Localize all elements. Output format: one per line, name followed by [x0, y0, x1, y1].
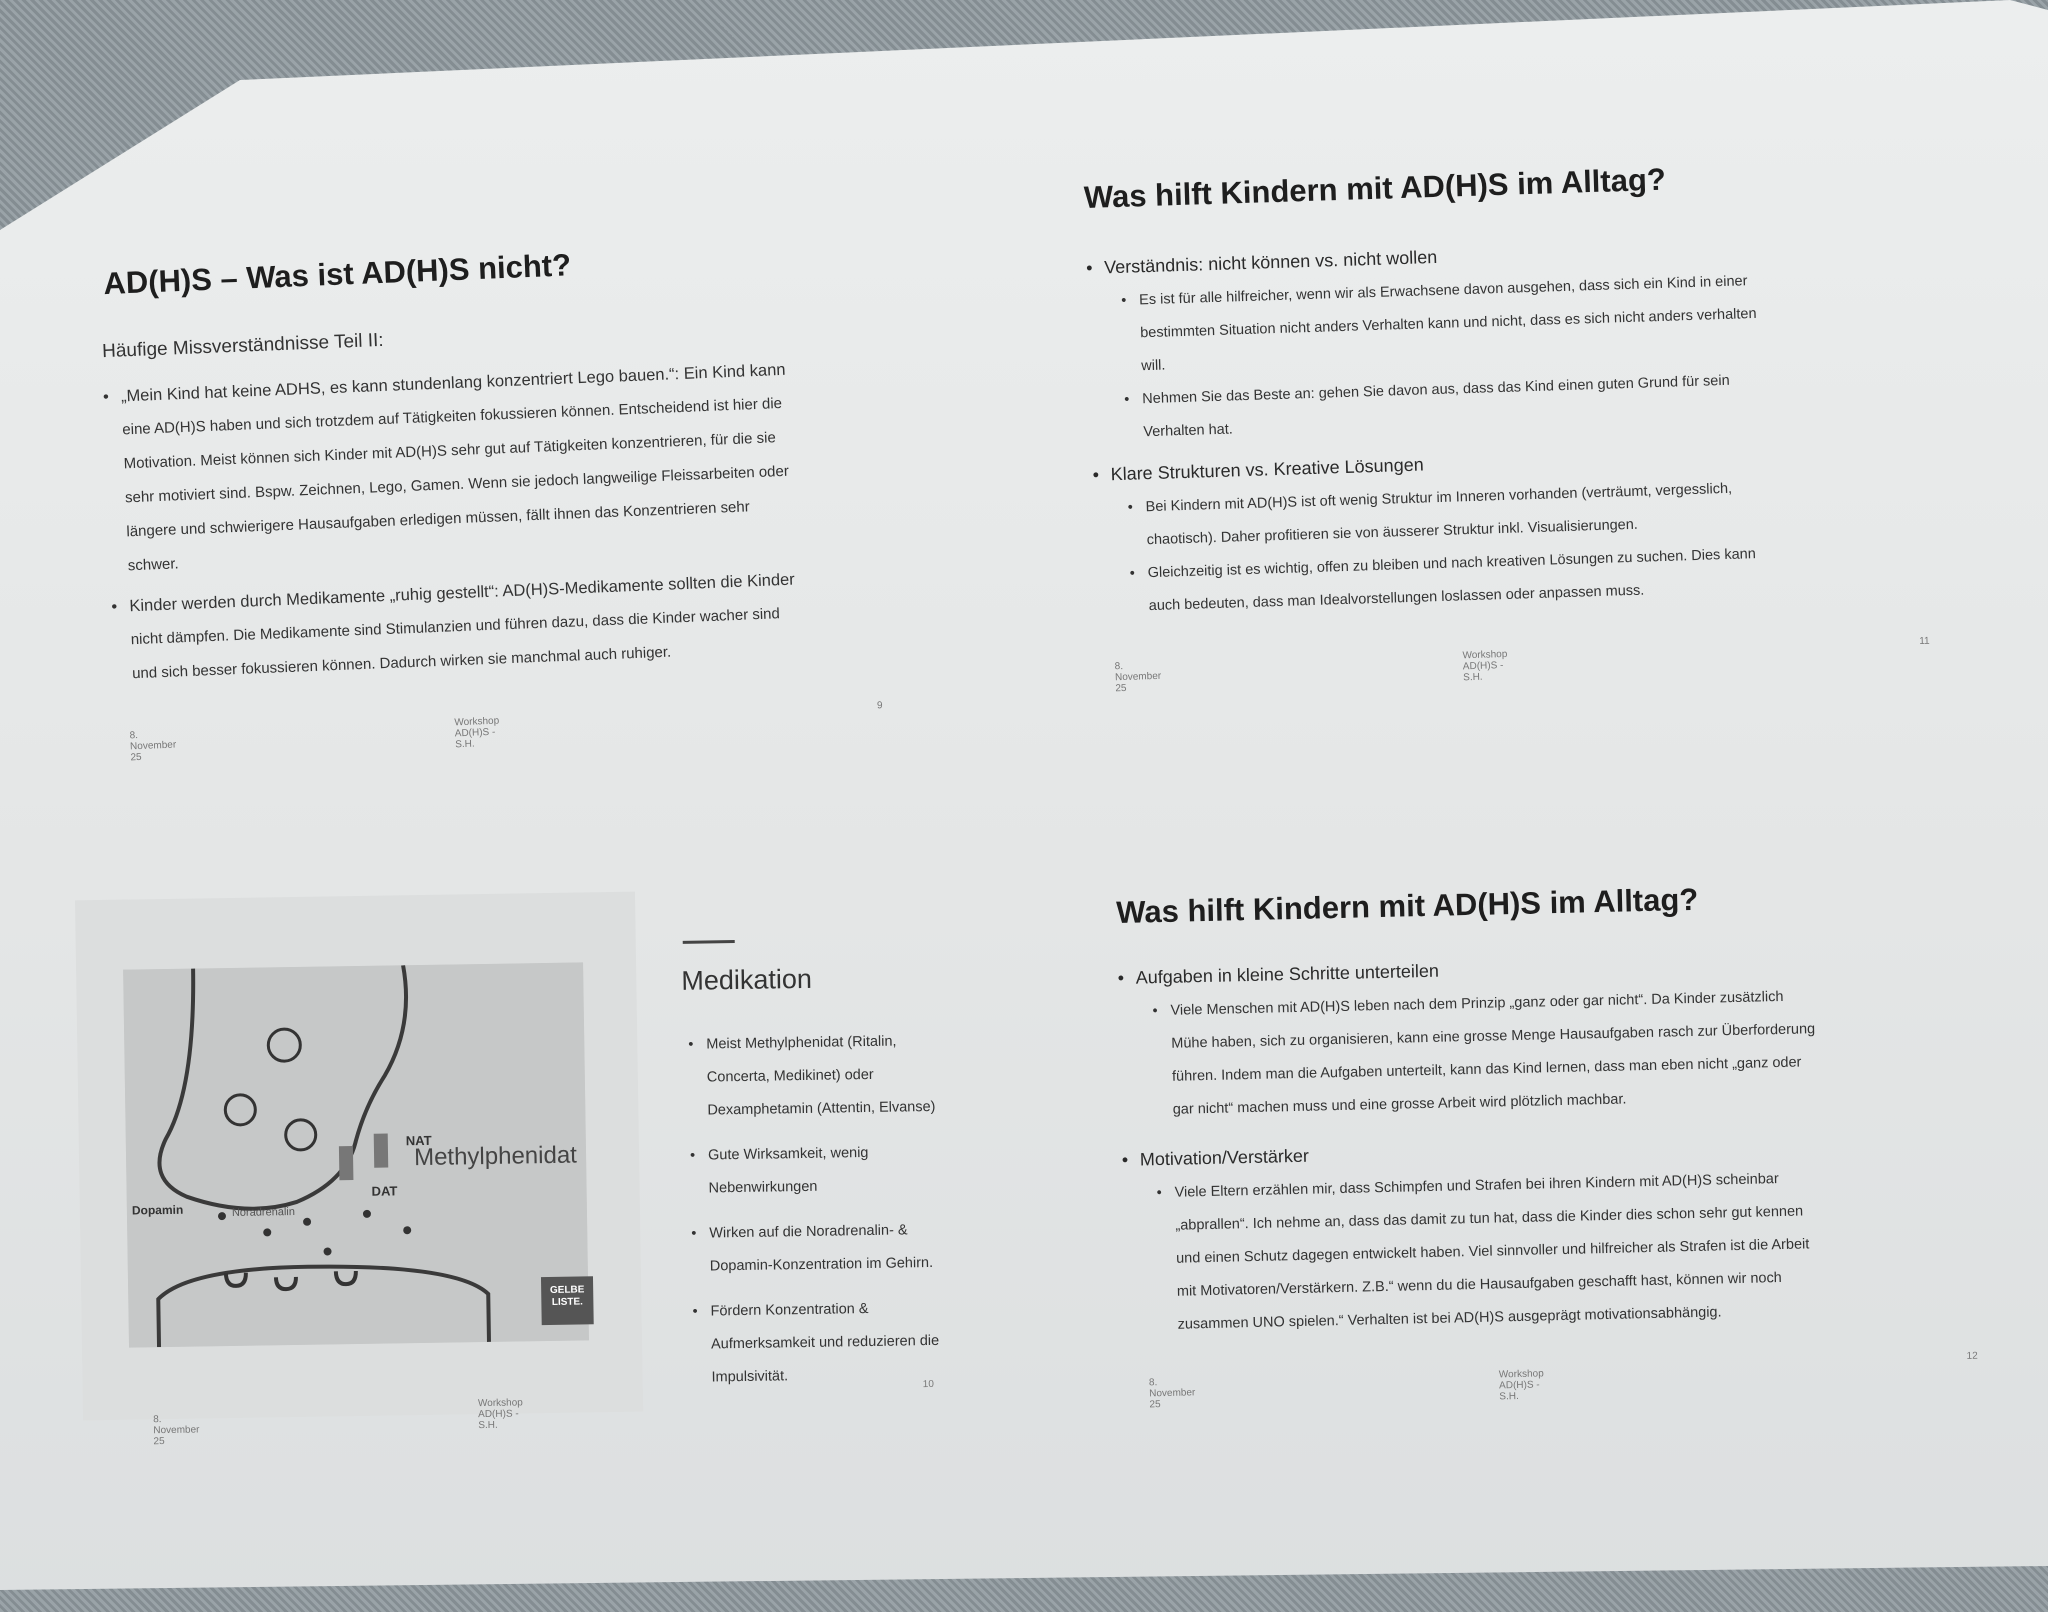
bullet-text: und sich besser fokussieren können. Dadurch wirken sie manchmal auch ruhiger.: [131, 643, 672, 683]
bullet-text: chaotisch). Daher profitieren sie von äusserer Struktur inkl. Visualisierungen.: [1146, 516, 1639, 549]
bullet-text: sehr motiviert sind. Bspw. Zeichnen, Lego, Gamen. Wenn sie jedoch langweilige Fleissarbeiten oder: [124, 462, 790, 507]
page-number: 10: [922, 1378, 934, 1391]
slide-title: Was hilft Kindern mit AD(H)S im Alltag?: [1115, 881, 1699, 930]
bullet-text: • Gleichzeitig ist es wichtig, offen zu bleiben und nach kreativen Lösungen zu suchen. Dies kann: [1127, 532, 1954, 591]
nat-transporter: [339, 1146, 354, 1180]
medikation-list: [686, 1023, 1032, 1394]
bullet-text: bestimmten Situation nicht anders Verhalten kann und nicht, dass es sich nicht anders verhalten: [1139, 305, 1757, 342]
methylphenidat-label: Methylphenidat: [413, 1141, 578, 1172]
bullet-text: Mühe haben, sich zu organisieren, kann eine grosse Menge Hausaufgaben rasch zur Überforderung: [1171, 1021, 1816, 1052]
bullet-text: Motivation. Meist können sich Kinder mit AD(H)S sehr gut auf Tätigkeiten konzentrieren, für die sie: [123, 429, 777, 473]
bullet-text: Verhalten hat.: [1143, 421, 1234, 441]
bullet-text: Impulsivität.: [711, 1368, 789, 1386]
bullet-text: • Viele Eltern erzählen mir, dass Schimpfen und Strafen bei ihren Kindern mit AD(H)S scheinbar: [1154, 1158, 1981, 1210]
bullet-text: • Wirken auf die Noradrenalin- &: [689, 1212, 1029, 1250]
slide-subtitle: Häufige Missverständnisse Teil II:: [101, 329, 384, 363]
bullet-text: auch bedeuten, dass man Idealvorstellungen loslassen oder anpassen muss.: [1148, 582, 1645, 615]
bullet-list: [100, 348, 912, 692]
bullet-text: mit Motivatoren/Verstärkern. Z.B.“ wenn du die Hausaufgaben geschafft hast, können wir noch: [1176, 1269, 1782, 1300]
page-number: 9: [876, 700, 883, 712]
bullet-text: • Gute Wirksamkeit, wenig: [688, 1134, 1028, 1172]
bullet-text: zusammen UNO spielen.“ Verhalten ist bei AD(H)S ausgeprägt motivationsabhängig.: [1177, 1304, 1722, 1333]
bullet-text: Aufmerksamkeit und reduzieren die: [710, 1332, 940, 1353]
bullet-text: gar nicht“ machen muss und eine grosse Arbeit wird plötzlich machbar.: [1172, 1091, 1627, 1118]
bullet-text: • Fördern Konzentration &: [690, 1290, 1030, 1328]
bullet-head: • „Mein Kind hat keine ADHS, es kann stundenlang konzentriert Lego bauen.“: Ein Kind kann: [100, 348, 901, 414]
slide-date: 8. November 25: [1148, 1377, 1196, 1411]
slide-footer: Workshop AD(H)S - S.H.: [1498, 1368, 1544, 1403]
gelbe-liste-logo: GELBE LISTE.: [541, 1276, 594, 1325]
bullet-text: Dexamphetamin (Attentin, Elvanse): [707, 1098, 936, 1119]
section-head: • Klare Strukturen vs. Kreative Lösungen: [1090, 430, 1951, 493]
bullet-text: längere und schwierigere Hausaufgaben erledigen müssen, fällt ihnen das Konzentrieren sehr: [126, 498, 751, 541]
bullet-text: führen. Indem man die Aufgaben unterteilt, kann das Kind lernen, dass man eben nicht „ganz oder: [1171, 1054, 1802, 1085]
dat-transporter: [374, 1134, 389, 1168]
dopamin-label: Dopamin: [131, 1202, 184, 1218]
bullet-text: eine AD(H)S haben und sich trotzdem auf Tätigkeiten fokussieren können. Entscheidend ist hier die: [122, 394, 783, 439]
slide-title: AD(H)S – Was ist AD(H)S nicht?: [102, 247, 572, 302]
section-head: • Verständnis: nicht können vs. nicht wollen: [1084, 223, 1945, 286]
section-verstaendnis: [1084, 223, 1955, 625]
slide-date: 8. November 25: [1114, 661, 1162, 695]
bullet-text: • Es ist für alle hilfreicher, wenn wir als Erwachsene davon ausgehen, dass sich ein Kind in einer: [1119, 259, 1946, 318]
bullet-text: Nebenwirkungen: [708, 1178, 818, 1197]
bullet-text: schwer.: [127, 555, 179, 575]
bullet-text: nicht dämpfen. Die Medikamente sind Stimulanzien und führen dazu, dass die Kinder wacher sind: [130, 605, 781, 649]
bullet-text: • Nehmen Sie das Beste an: gehen Sie davon aus, dass das Kind einen guten Grund für sein: [1122, 358, 1949, 417]
slide-title: Medikation: [681, 963, 813, 996]
page-number: 12: [1966, 1350, 1978, 1362]
bullet-text: und einen Schutz dagegen entwickelt haben. Viel sinnvoller und hilfreicher als Strafen ist die Arbeit: [1175, 1236, 1810, 1267]
slide-footer: Workshop AD(H)S - S.H.: [454, 715, 500, 751]
bullet-text: Dopamin-Konzentration im Gehirn.: [709, 1254, 934, 1275]
bullet-text: will.: [1141, 357, 1166, 375]
section-aufgaben: [1115, 941, 1983, 1343]
nat-label: NAT: [405, 1132, 432, 1149]
bullet-text: • Viele Menschen mit AD(H)S leben nach dem Prinzip „ganz oder gar nicht“. Da Kinder zusätzlich: [1150, 977, 1977, 1029]
page-number: 11: [1919, 635, 1930, 647]
slide-title: Was hilft Kindern mit AD(H)S im Alltag?: [1083, 161, 1667, 215]
slide-date: 8. November 25: [129, 730, 177, 764]
section-head: • Motivation/Verstärker: [1119, 1122, 1980, 1178]
bullet-text: Concerta, Medikinet) oder: [706, 1066, 874, 1086]
bullet-text: • Bei Kindern mit AD(H)S ist oft wenig Struktur im Inneren vorhanden (verträumt, vergesslich,: [1125, 466, 1952, 525]
section-head: • Aufgaben in kleine Schritte unterteilen: [1115, 941, 1976, 997]
bullet-text: • Meist Methylphenidat (Ritalin,: [686, 1023, 1026, 1061]
bullet-text: „abprallen“. Ich nehme an, dass das damit zu tun hat, dass die Kinder dies schon sehr gut kennen: [1175, 1203, 1804, 1234]
synapse-illustration: [123, 962, 589, 1347]
slide-date: 8. November 25: [153, 1414, 200, 1448]
slide-footer: Workshop AD(H)S - S.H.: [477, 1397, 523, 1432]
noradrenalin-label: Noradrenalin: [231, 1205, 296, 1219]
slide-footer: Workshop AD(H)S - S.H.: [1462, 648, 1508, 684]
synapse-diagram: [123, 962, 589, 1347]
bullet-head: • Kinder werden durch Medikamente „ruhig gestellt“: AD(H)S-Medikamente sollten die Kinder: [109, 558, 910, 624]
dat-label: DAT: [371, 1183, 398, 1199]
